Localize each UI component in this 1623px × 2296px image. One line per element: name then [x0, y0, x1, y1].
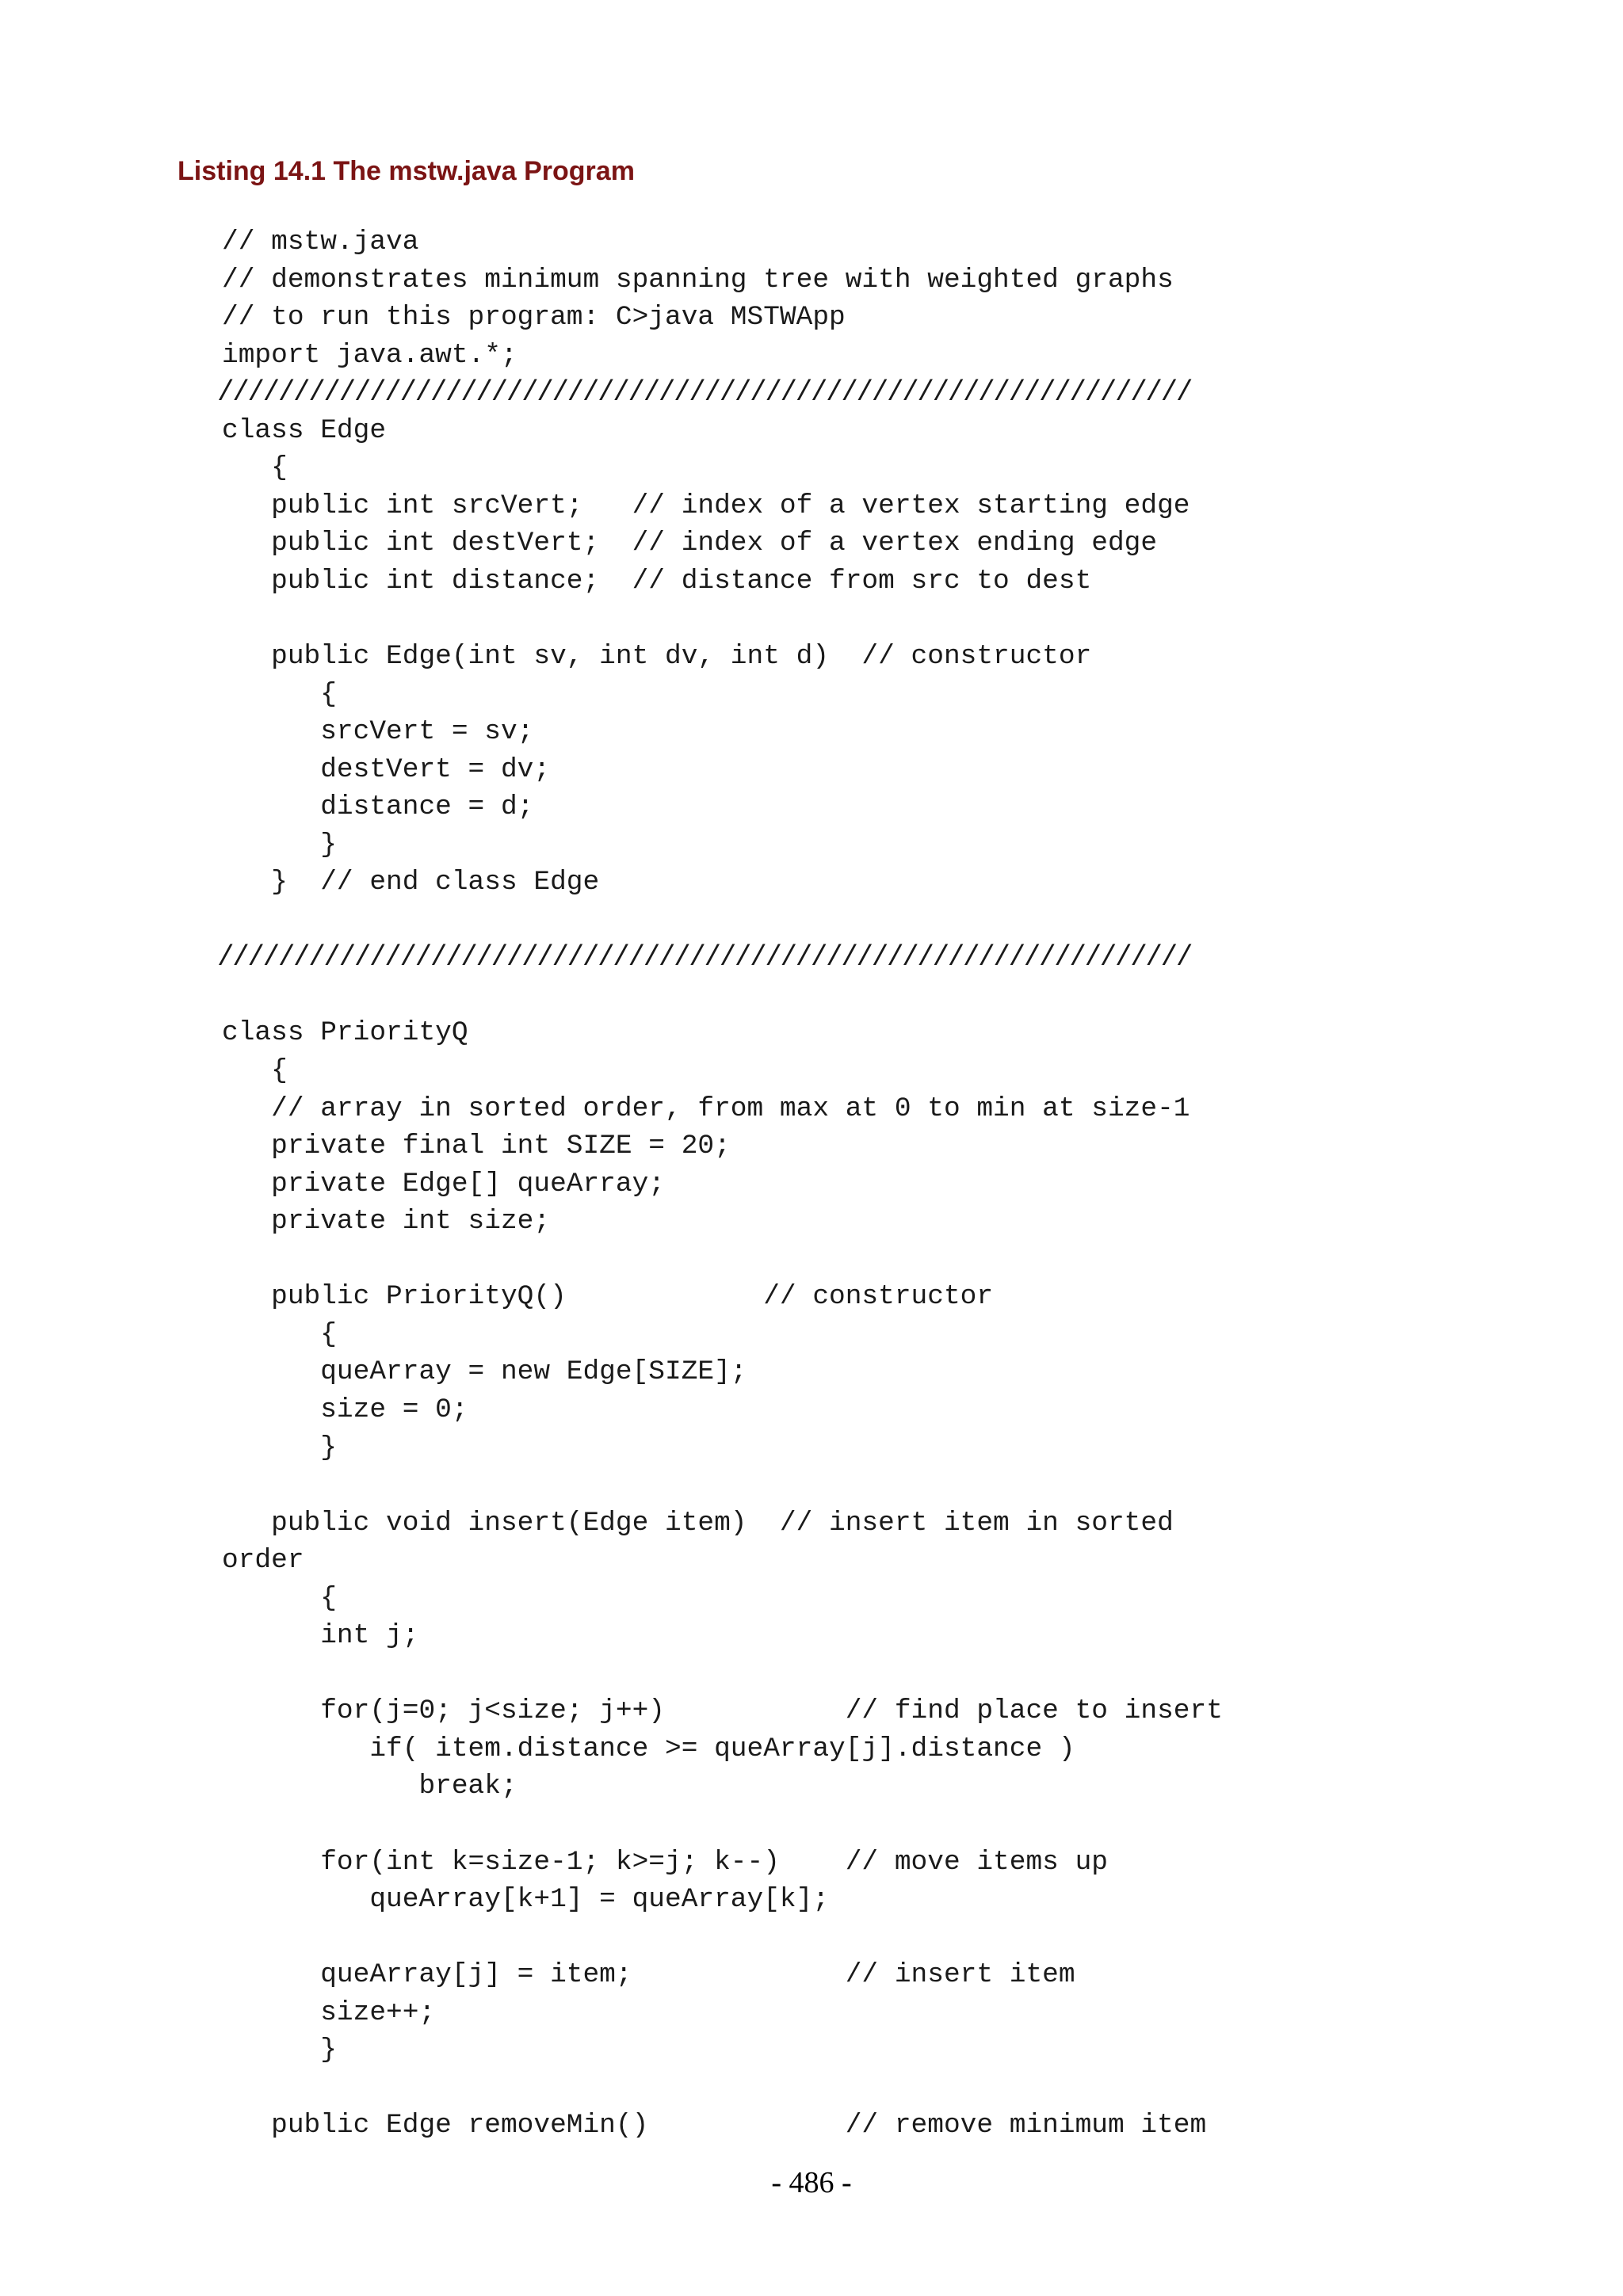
code-line — [0, 751, 1623, 789]
code-line — [0, 337, 1623, 375]
code-line-text: distance = d; — [222, 791, 534, 823]
code-line-text: for(int k=size-1; k>=j; k--) // move items up — [222, 1846, 1108, 1878]
code-line — [0, 563, 1623, 601]
code-line-text: queArray[j] = item; // insert item — [222, 1959, 1075, 1991]
code-listing — [0, 223, 1623, 2145]
code-line — [0, 600, 1623, 638]
code-line — [0, 864, 1623, 902]
code-line-text: for(j=0; j<size; j++) // find place to insert — [222, 1695, 1223, 1727]
code-line — [0, 638, 1623, 676]
code-line-text: size++; — [222, 1997, 436, 2028]
code-line-text: // mstw.java — [222, 227, 419, 257]
code-line — [0, 1278, 1623, 1316]
code-line — [0, 1505, 1623, 1543]
code-line — [0, 1994, 1623, 2032]
code-line — [0, 1956, 1623, 1994]
code-line — [0, 1466, 1623, 1505]
code-line — [0, 1203, 1623, 1241]
code-line-text: { — [222, 1055, 288, 1087]
code-line — [0, 1391, 1623, 1429]
code-line — [0, 1617, 1623, 1655]
code-line — [0, 977, 1623, 1015]
page-number: - 486 - — [771, 2166, 852, 2199]
code-line — [0, 826, 1623, 864]
code-line-text: } — [222, 829, 337, 860]
code-line-text: public int srcVert; // index of a vertex starting edge — [222, 490, 1190, 521]
code-line — [0, 1692, 1623, 1730]
code-line-text: import java.awt.*; — [222, 339, 517, 371]
code-line — [0, 261, 1623, 299]
code-line-text: queArray[k+1] = queArray[k]; — [222, 1884, 830, 1916]
code-line-text: public int destVert; // index of a vertex ending edge — [222, 528, 1158, 559]
code-line — [0, 1353, 1623, 1391]
code-line — [0, 1429, 1623, 1467]
code-line-text: //////////////////////////////////////////////////////////////// — [217, 376, 1192, 410]
listing-title: Listing 14.1 The mstw.java Program — [178, 156, 635, 186]
code-line-text: public int distance; // distance from src to dest — [222, 565, 1092, 597]
code-line — [0, 1768, 1623, 1806]
code-line — [0, 1127, 1623, 1165]
code-line-text: { — [222, 678, 337, 710]
code-line — [0, 2107, 1623, 2145]
code-line-text: public Edge(int sv, int dv, int d) // constructor — [222, 641, 1092, 673]
code-line-text: if( item.distance >= queArray[j].distance ) — [222, 1733, 1075, 1764]
code-line — [0, 1580, 1623, 1618]
code-line — [0, 1730, 1623, 1768]
code-line-text: { — [222, 1582, 337, 1614]
code-line-text: size = 0; — [222, 1394, 468, 1425]
code-line-text: class Edge — [222, 414, 387, 446]
code-line — [0, 223, 1623, 261]
code-line-text: private int size; — [222, 1206, 551, 1238]
code-line-text: } — [222, 2035, 337, 2066]
code-line — [0, 1090, 1623, 1128]
code-line — [0, 487, 1623, 525]
code-line-text: // demonstrates minimum spanning tree with weighted graphs — [222, 264, 1174, 296]
code-line-text: class PriorityQ — [222, 1017, 468, 1049]
code-line — [0, 449, 1623, 487]
code-line — [0, 1881, 1623, 1919]
code-line — [0, 412, 1623, 450]
code-line — [0, 1919, 1623, 1957]
code-line-text: int j; — [222, 1620, 419, 1652]
code-line-text: //////////////////////////////////////////////////////////////// — [217, 941, 1192, 974]
code-line-text: srcVert = sv; — [222, 716, 534, 748]
code-line — [0, 1052, 1623, 1090]
code-line — [0, 1655, 1623, 1693]
code-line-text: queArray = new Edge[SIZE]; — [222, 1356, 747, 1388]
code-line-text: // to run this program: C>java MSTWApp — [222, 302, 846, 334]
code-line — [0, 902, 1623, 940]
code-line-text: public PriorityQ() // constructor — [222, 1281, 994, 1313]
code-line — [0, 1014, 1623, 1052]
code-line-text: destVert = dv; — [222, 753, 551, 785]
code-line — [0, 1316, 1623, 1354]
code-line-text: public Edge removeMin() // remove minimum item — [222, 2110, 1207, 2142]
code-line — [0, 299, 1623, 337]
code-line-text: private final int SIZE = 20; — [222, 1131, 731, 1162]
code-line — [0, 1241, 1623, 1279]
code-separator-line — [0, 374, 1623, 412]
code-line-text: { — [222, 1318, 337, 1350]
code-line-text: // array in sorted order, from max at 0 to min at size-1 — [222, 1093, 1190, 1124]
code-line — [0, 788, 1623, 826]
code-line — [0, 1844, 1623, 1882]
code-line-text: { — [222, 452, 288, 484]
code-line — [0, 1165, 1623, 1203]
code-line — [0, 1542, 1623, 1580]
code-line — [0, 676, 1623, 714]
code-line-text: public void insert(Edge item) // insert item in sorted — [222, 1507, 1174, 1539]
code-line — [0, 2069, 1623, 2107]
code-line — [0, 1806, 1623, 1844]
code-line-text: } // end class Edge — [222, 867, 600, 898]
code-line-text: break; — [222, 1771, 517, 1802]
code-line — [0, 524, 1623, 563]
code-separator-line — [0, 939, 1623, 977]
code-line-text: order — [222, 1545, 304, 1577]
code-line-text: private Edge[] queArray; — [222, 1168, 665, 1199]
code-line — [0, 2031, 1623, 2069]
code-line — [0, 713, 1623, 751]
code-line-text: } — [222, 1432, 337, 1463]
